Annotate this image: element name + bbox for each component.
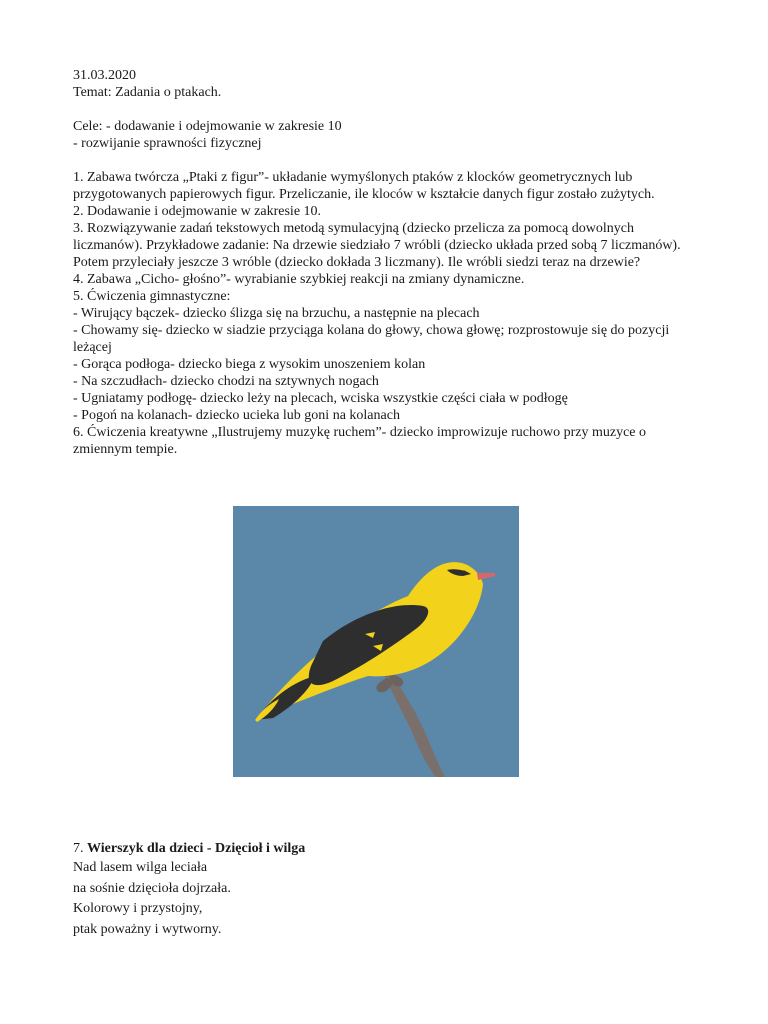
goal-line: - rozwijanie sprawności fizycznej [73, 136, 262, 151]
spacer [73, 101, 703, 118]
exercise-item: - Na szczudłach- dziecko chodzi na sztywnych nogach [73, 374, 379, 389]
poem-line: ptak poważny i wytworny. [73, 921, 222, 937]
lesson-text [73, 67, 703, 458]
spacer [73, 152, 703, 169]
task-item: 2. Dodawanie i odejmowanie w zakresie 10. [73, 204, 322, 219]
poem-title: Wierszyk dla dzieci - Dzięcioł i wilga [87, 841, 306, 856]
lesson-date: 31.03.2020 [73, 68, 136, 83]
poem [73, 839, 703, 940]
exercise-item: - Chowamy się- dziecko w siadzie przyciąga kolana do głowy, chowa głowę; rozprostowuje się do pozycji leżącej [73, 323, 670, 355]
goal-line: Cele: - dodawanie i odejmowanie w zakresie 10 [73, 119, 342, 134]
exercise-item: - Wirujący bączek- dziecko ślizga się na brzuchu, a następnie na plecach [73, 306, 480, 321]
oriole-illustration [233, 506, 519, 777]
poem-heading [73, 839, 703, 858]
task-item: 3. Rozwiązywanie zadań tekstowych metodą symulacyjną (dziecko przelicza za pomocą dowolnych liczmanów). Przykładowe zadanie: Na drzewie siedziało 7 wróbli (dziecko układa przed sobą 7 liczmanów). Potem przyleciały jeszcze 3 wróble (dziecko dokłada 3 liczmany). Ile wróbli siedzi teraz na drzewie? [73, 221, 681, 270]
exercise-item: - Ugniatamy podłogę- dziecko leży na plecach, wciska wszystkie części ciała w podłogę [73, 391, 568, 406]
task-item: 4. Zabawa „Cicho- głośno”- wyrabianie szybkiej reakcji na zmiany dynamiczne. [73, 272, 525, 287]
poem-line: Kolorowy i przystojny, [73, 901, 203, 916]
poem-line: na sośnie dzięcioła dojrzała. [73, 880, 231, 896]
lesson-topic: Temat: Zadania o ptakach. [73, 85, 222, 100]
task-item: 1. Zabawa twórcza „Ptaki z figur”- układanie wymyślonych ptaków z klocków geometrycznych lub przygotowanych papierowych figur. Przeliczanie, ile kloców w kształcie danych figur zostało zużytych. [73, 170, 655, 202]
exercise-item: - Gorąca podłoga- dziecko biega z wysokim unoszeniem kolan [73, 357, 426, 372]
poem-number: 7. [73, 841, 87, 856]
task-item: 6. Ćwiczenia kreatywne „Ilustrujemy muzykę ruchem”- dziecko improwizuje ruchowo przy muzyce o zmiennym tempie. [73, 425, 647, 457]
poem-line: Nad lasem wilga leciała [73, 860, 208, 875]
task-item: 5. Ćwiczenia gimnastyczne: [73, 289, 231, 304]
exercise-item: - Pogoń na kolanach- dziecko ucieka lub goni na kolanach [73, 408, 400, 423]
oriole-image [233, 506, 519, 777]
